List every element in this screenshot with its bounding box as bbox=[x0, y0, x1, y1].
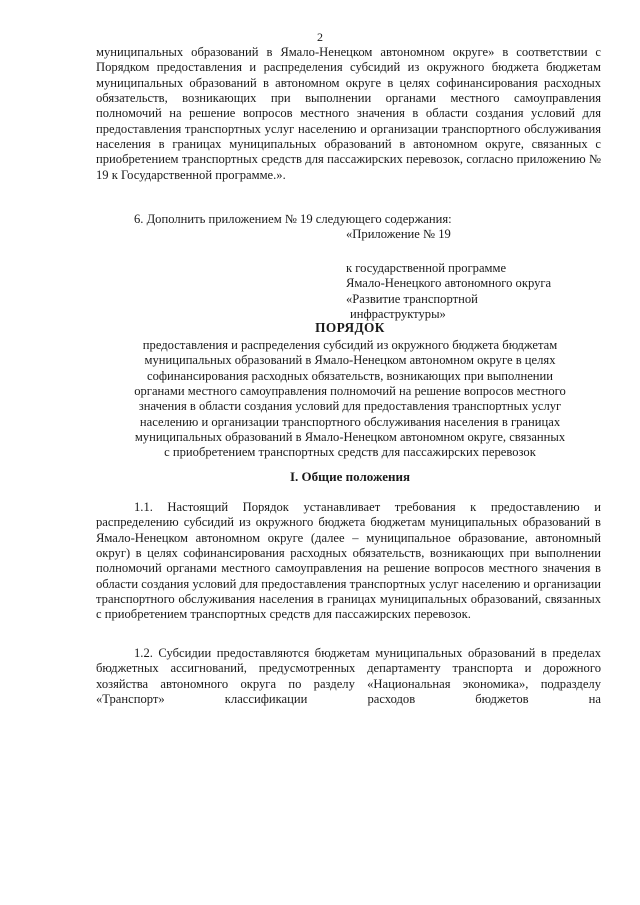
appendix-line-2: Ямало-Ненецкого автономного округа bbox=[346, 276, 552, 291]
appendix-line-4: инфраструктуры» bbox=[350, 307, 446, 322]
page-number: 2 bbox=[317, 30, 323, 44]
appendix-heading-block bbox=[346, 227, 606, 242]
appendix-line-3: «Развитие транспортной bbox=[346, 291, 478, 306]
paragraph-1-2-section bbox=[96, 646, 601, 707]
subtitle-line: с приобретением транспортных средств для пассажирских перевозок bbox=[164, 445, 536, 460]
paragraph-1-2: 1.2. Субсидии предоставляются бюджетам муниципальных образований в пределах бюджетных ассигнований, предусмотренных департаменту транспорта и дорожного хозяйства автономного округа по разделу «Национальная экономика», подразделу «Транспорт» классификации расходов бюджетов на bbox=[96, 646, 601, 707]
appendix-reference-block bbox=[346, 261, 606, 322]
subtitle-line: софинансирования расходных обязательств, возникающих при выполнении bbox=[146, 368, 554, 383]
amendment-item-6 bbox=[96, 212, 601, 227]
intro-paragraph: муниципальных образований в Ямало-Ненецком автономном округе» в соответствии с Порядком предоставления и распределения субсидий из окружного бюджета бюджетам муниципальных образований в автономном округе в целях софинансирования расходных обязательств, возникающих при выполнении органами местного самоуправления полномочий на решение вопросов местного значения в области создания условий для предоставления транспортных услуг населению и организации транспортного обслуживания населения в границах муниципальных образований в автономном округе, связанных с приобретением транспортных средств для пассажирских перевозок, согласно приложению № 19 к Государственной программе.». bbox=[96, 45, 601, 182]
intro-section bbox=[96, 45, 601, 183]
subtitle-line: муниципальных образований в Ямало-Ненецком автономном округе в целях bbox=[144, 353, 556, 368]
document-subtitle bbox=[80, 338, 620, 461]
subtitle-line: значения в области создания условий для предоставления транспортных услуг bbox=[138, 399, 562, 414]
item-6-paragraph: 6. Дополнить приложением № 19 следующего содержания: bbox=[134, 212, 452, 226]
subtitle-line: органами местного самоуправления полномочий на решение вопросов местного bbox=[134, 384, 566, 399]
subtitle-line: предоставления и распределения субсидий из окружного бюджета бюджетам bbox=[142, 338, 558, 352]
subtitle-line: муниципальных образований в Ямало-Ненецком автономном округе, связанных bbox=[134, 430, 566, 445]
paragraph-1-1-section bbox=[96, 500, 601, 623]
appendix-line-1: к государственной программе bbox=[346, 261, 507, 275]
section-heading: I. Общие положения bbox=[290, 469, 410, 484]
document-title: ПОРЯДОК bbox=[315, 320, 385, 335]
appendix-heading: «Приложение № 19 bbox=[346, 227, 451, 241]
subtitle-line: населению и организации транспортного обслуживания населения в границах bbox=[139, 414, 561, 429]
paragraph-1-1: 1.1. Настоящий Порядок устанавливает требования к предоставлению и распределению субсидий из окружного бюджета бюджетам муниципальных образований в Ямало-Ненецком автономном округе (далее – муниципальное образование, автономный округ) в целях софинансирования расходных обязательств, возникающих при выполнении полномочий органами местного самоуправления на решение вопросов местного значения в области создания условий для предоставления транспортных услуг населению и организации транспортного обслуживания населения в границах муниципальных образований, связанных с приобретением транспортных средств для пассажирских перевозок. bbox=[96, 500, 601, 622]
